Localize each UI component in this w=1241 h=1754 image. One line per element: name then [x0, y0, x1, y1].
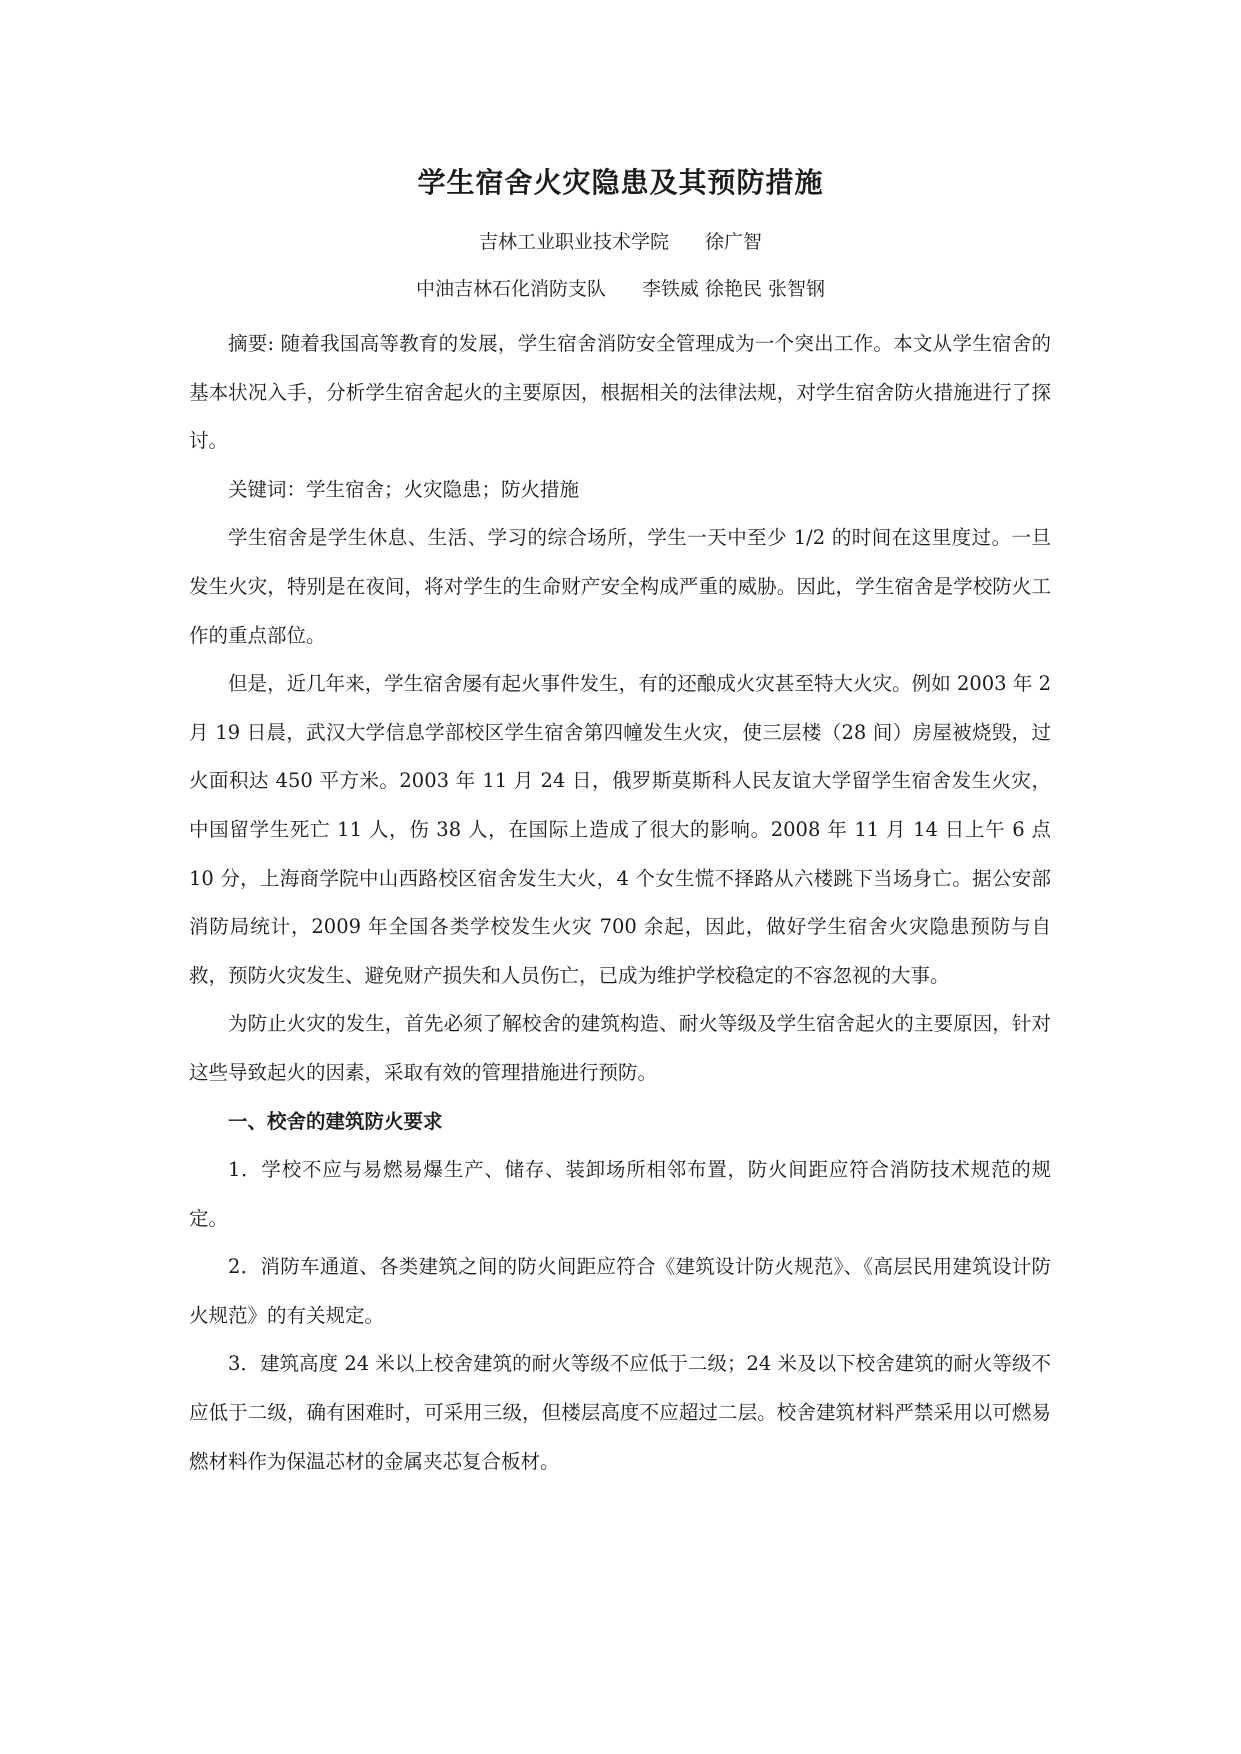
abstract-paragraph: [189, 320, 1051, 466]
body-paragraph: 学生宿舍是学生休息、生活、学习的综合场所，学生一天中至少 1/2 的时间在这里度过。一旦发生火灾，特别是在夜间，将对学生的生命财产安全构成严重的威胁。因此，学生宿舍是学校防火工作的重点部位。: [189, 526, 1051, 647]
author-line-2: [0, 274, 1241, 304]
author-name: 张智钢: [768, 278, 826, 300]
author-name: 徐艳民: [705, 278, 763, 300]
body-paragraph: 但是，近几年来，学生宿舍屡有起火事件发生，有的还酿成火灾甚至特大火灾。例如 2003 年 2 月 19 日晨，武汉大学信息学部校区学生宿舍第四幢发生火灾，使三层楼（28 间）房屋被烧毁，过火面积达 450 平方米。2003 年 11 月 24 日，俄罗斯莫斯科人民友谊大学留学生宿舍发生火灾，中国留学生死亡 11 人，伤 38 人，在国际上造成了很大的影响。2008 年 11 月 14 日上午 6 点 10 分，上海商学院中山西路校区宿舍发生大火，4 个女生慌不择路从六楼跳下当场身亡。据公安部消防局统计，2009 年全国各类学校发生火灾 700 余起，因此，做好学生宿舍火灾隐患预防与自救，预防火灾发生、避免财产损失和人员伤亡，已成为维护学校稳定的不容忽视的大事。: [189, 672, 1051, 987]
section-item: 1．学校不应与易燃易爆生产、储存、装卸场所相邻布置，防火间距应符合消防技术规范的规定。: [189, 1158, 1051, 1230]
author-name: 李铁威: [641, 278, 699, 300]
abstract-label: 摘要:: [228, 332, 275, 355]
affiliation-2: 中油吉林石化消防支队: [415, 278, 606, 300]
abstract-text: 随着我国高等教育的发展，学生宿舍消防安全管理成为一个突出工作。本文从学生宿舍的基本状况入手，分析学生宿舍起火的主要原因，根据相关的法律法规，对学生宿舍防火措施进行了探讨。: [189, 332, 1051, 453]
body-paragraph: 为防止火灾的发生，首先必须了解校舍的建筑构造、耐火等级及学生宿舍起火的主要原因，针对这些导致起火的因素，采取有效的管理措施进行预防。: [189, 1012, 1051, 1084]
keywords-paragraph: 关键词：学生宿舍；火灾隐患；防火措施: [228, 477, 580, 501]
author-name: 徐广智: [705, 231, 763, 253]
section-heading: 一、校舍的建筑防火要求: [228, 1109, 443, 1133]
document-title: 学生宿舍火灾隐患及其预防措施: [417, 166, 824, 199]
author-line-1: [0, 227, 1241, 257]
document-body: [189, 320, 1051, 1486]
section-item: 3．建筑高度 24 米以上校舍建筑的耐火等级不应低于二级；24 米及以下校舍建筑的耐火等级不应低于二级，确有困难时，可采用三级，但楼层高度不应超过二层。校舍建筑材料严禁采用以可燃易燃材料作为保温芯材的金属夹芯复合板材。: [189, 1352, 1051, 1473]
affiliation-1: 吉林工业职业技术学院: [478, 231, 669, 253]
section-item: 2．消防车通道、各类建筑之间的防火间距应符合《建筑设计防火规范》、《高层民用建筑设计防火规范》的有关规定。: [189, 1255, 1051, 1327]
